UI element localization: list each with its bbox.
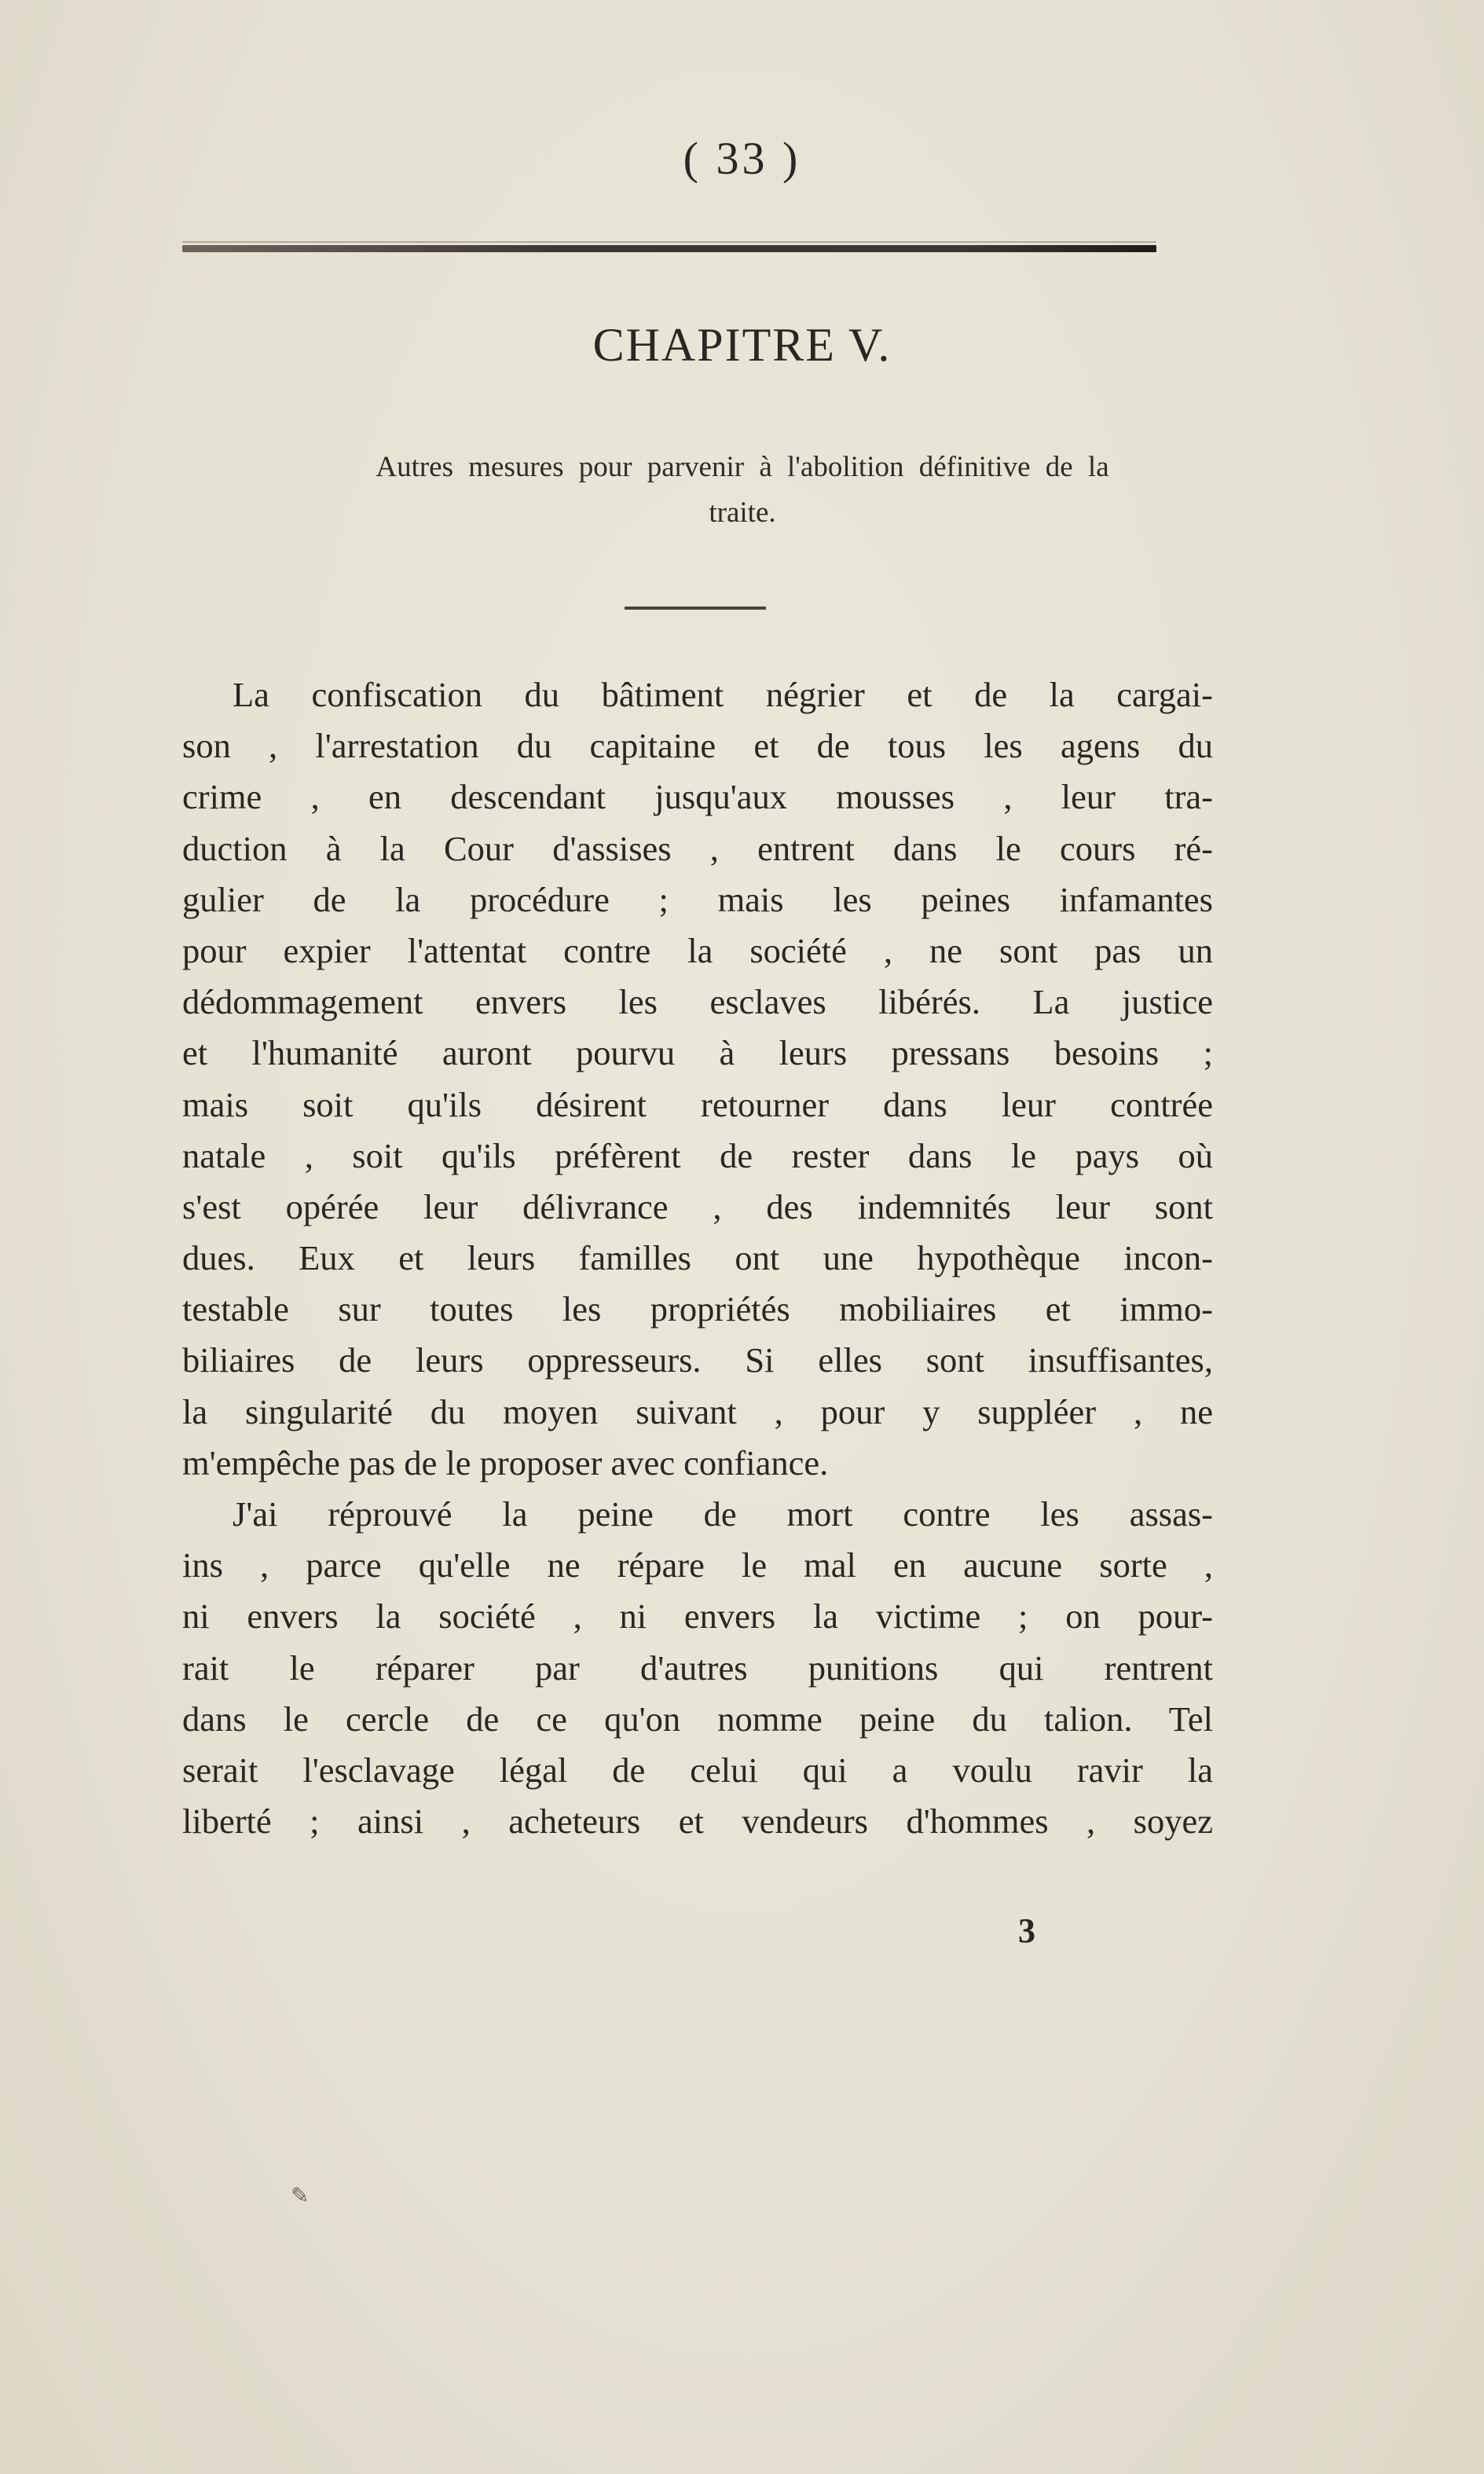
text-line: La confiscation du bâtiment négrier et de la cargai-	[233, 675, 1213, 714]
text-line: crime , en descendant jusqu'aux mousses , leur tra-	[182, 777, 1213, 817]
text-line: rait le réparer par d'autres punitions qui rentrent	[182, 1648, 1213, 1688]
text-line: dédommagement envers les esclaves libérés. La justice	[182, 982, 1213, 1022]
page-number: ( 33 )	[683, 133, 801, 184]
text-line: ins , parce qu'elle ne répare le mal en aucune sorte ,	[182, 1545, 1213, 1585]
chapter-subtitle-line-2: traite.	[709, 497, 776, 529]
text-line: J'ai réprouvé la peine de mort contre les assas-	[233, 1494, 1213, 1534]
text-line: la singularité du moyen suivant , pour y suppléer , ne	[182, 1391, 1213, 1431]
signature-mark: 3	[1018, 1911, 1035, 1950]
text-line: natale , soit qu'ils préfèrent de rester dans le pays où	[182, 1135, 1213, 1175]
stray-ink-mark-icon: ✎	[291, 2183, 310, 2208]
text-line: dans le cercle de ce qu'on nomme peine du talion. Tel	[182, 1699, 1213, 1739]
header-rule	[182, 245, 1156, 252]
text-line: s'est opérée leur délivrance , des indemnités leur sont	[182, 1186, 1213, 1226]
paragraph-2	[182, 1489, 1213, 1847]
text-line: et l'humanité auront pourvu à leurs pressans besoins ;	[182, 1033, 1213, 1073]
text-line: biliaires de leurs oppresseurs. Si elles sont insuffisantes,	[182, 1340, 1213, 1380]
paragraph-1	[182, 669, 1213, 1489]
text-line: pour expier l'attentat contre la société , ne sont pas un	[182, 930, 1213, 970]
text-line: dues. Eux et leurs familles ont une hypothèque incon-	[182, 1238, 1213, 1278]
text-line: testable sur toutes les propriétés mobiliaires et immo-	[182, 1289, 1213, 1329]
text-line: serait l'esclavage légal de celui qui a voulu ravir la	[182, 1750, 1213, 1790]
text-line: gulier de la procédure ; mais les peines infamantes	[182, 879, 1213, 919]
text-line: son , l'arrestation du capitaine et de tous les agens du	[182, 726, 1213, 766]
section-divider	[625, 607, 766, 610]
text-line: duction à la Cour d'assises , entrent dans le cours ré-	[182, 828, 1213, 868]
chapter-subtitle-line-1: Autres mesures pour parvenir à l'abolition définitive de la	[376, 451, 1109, 483]
chapter-subtitle	[236, 445, 1249, 536]
text-line: m'empêche pas de le proposer avec confiance.	[182, 1442, 829, 1483]
text-line: ni envers la société , ni envers la victime ; on pour-	[182, 1596, 1213, 1637]
chapter-title: CHAPITRE V.	[592, 319, 892, 371]
text-line: mais soit qu'ils désirent retourner dans leur contrée	[182, 1084, 1213, 1124]
body-text	[182, 669, 1213, 1847]
text-line: liberté ; ainsi , acheteurs et vendeurs d'hommes , soyez	[182, 1801, 1213, 1842]
